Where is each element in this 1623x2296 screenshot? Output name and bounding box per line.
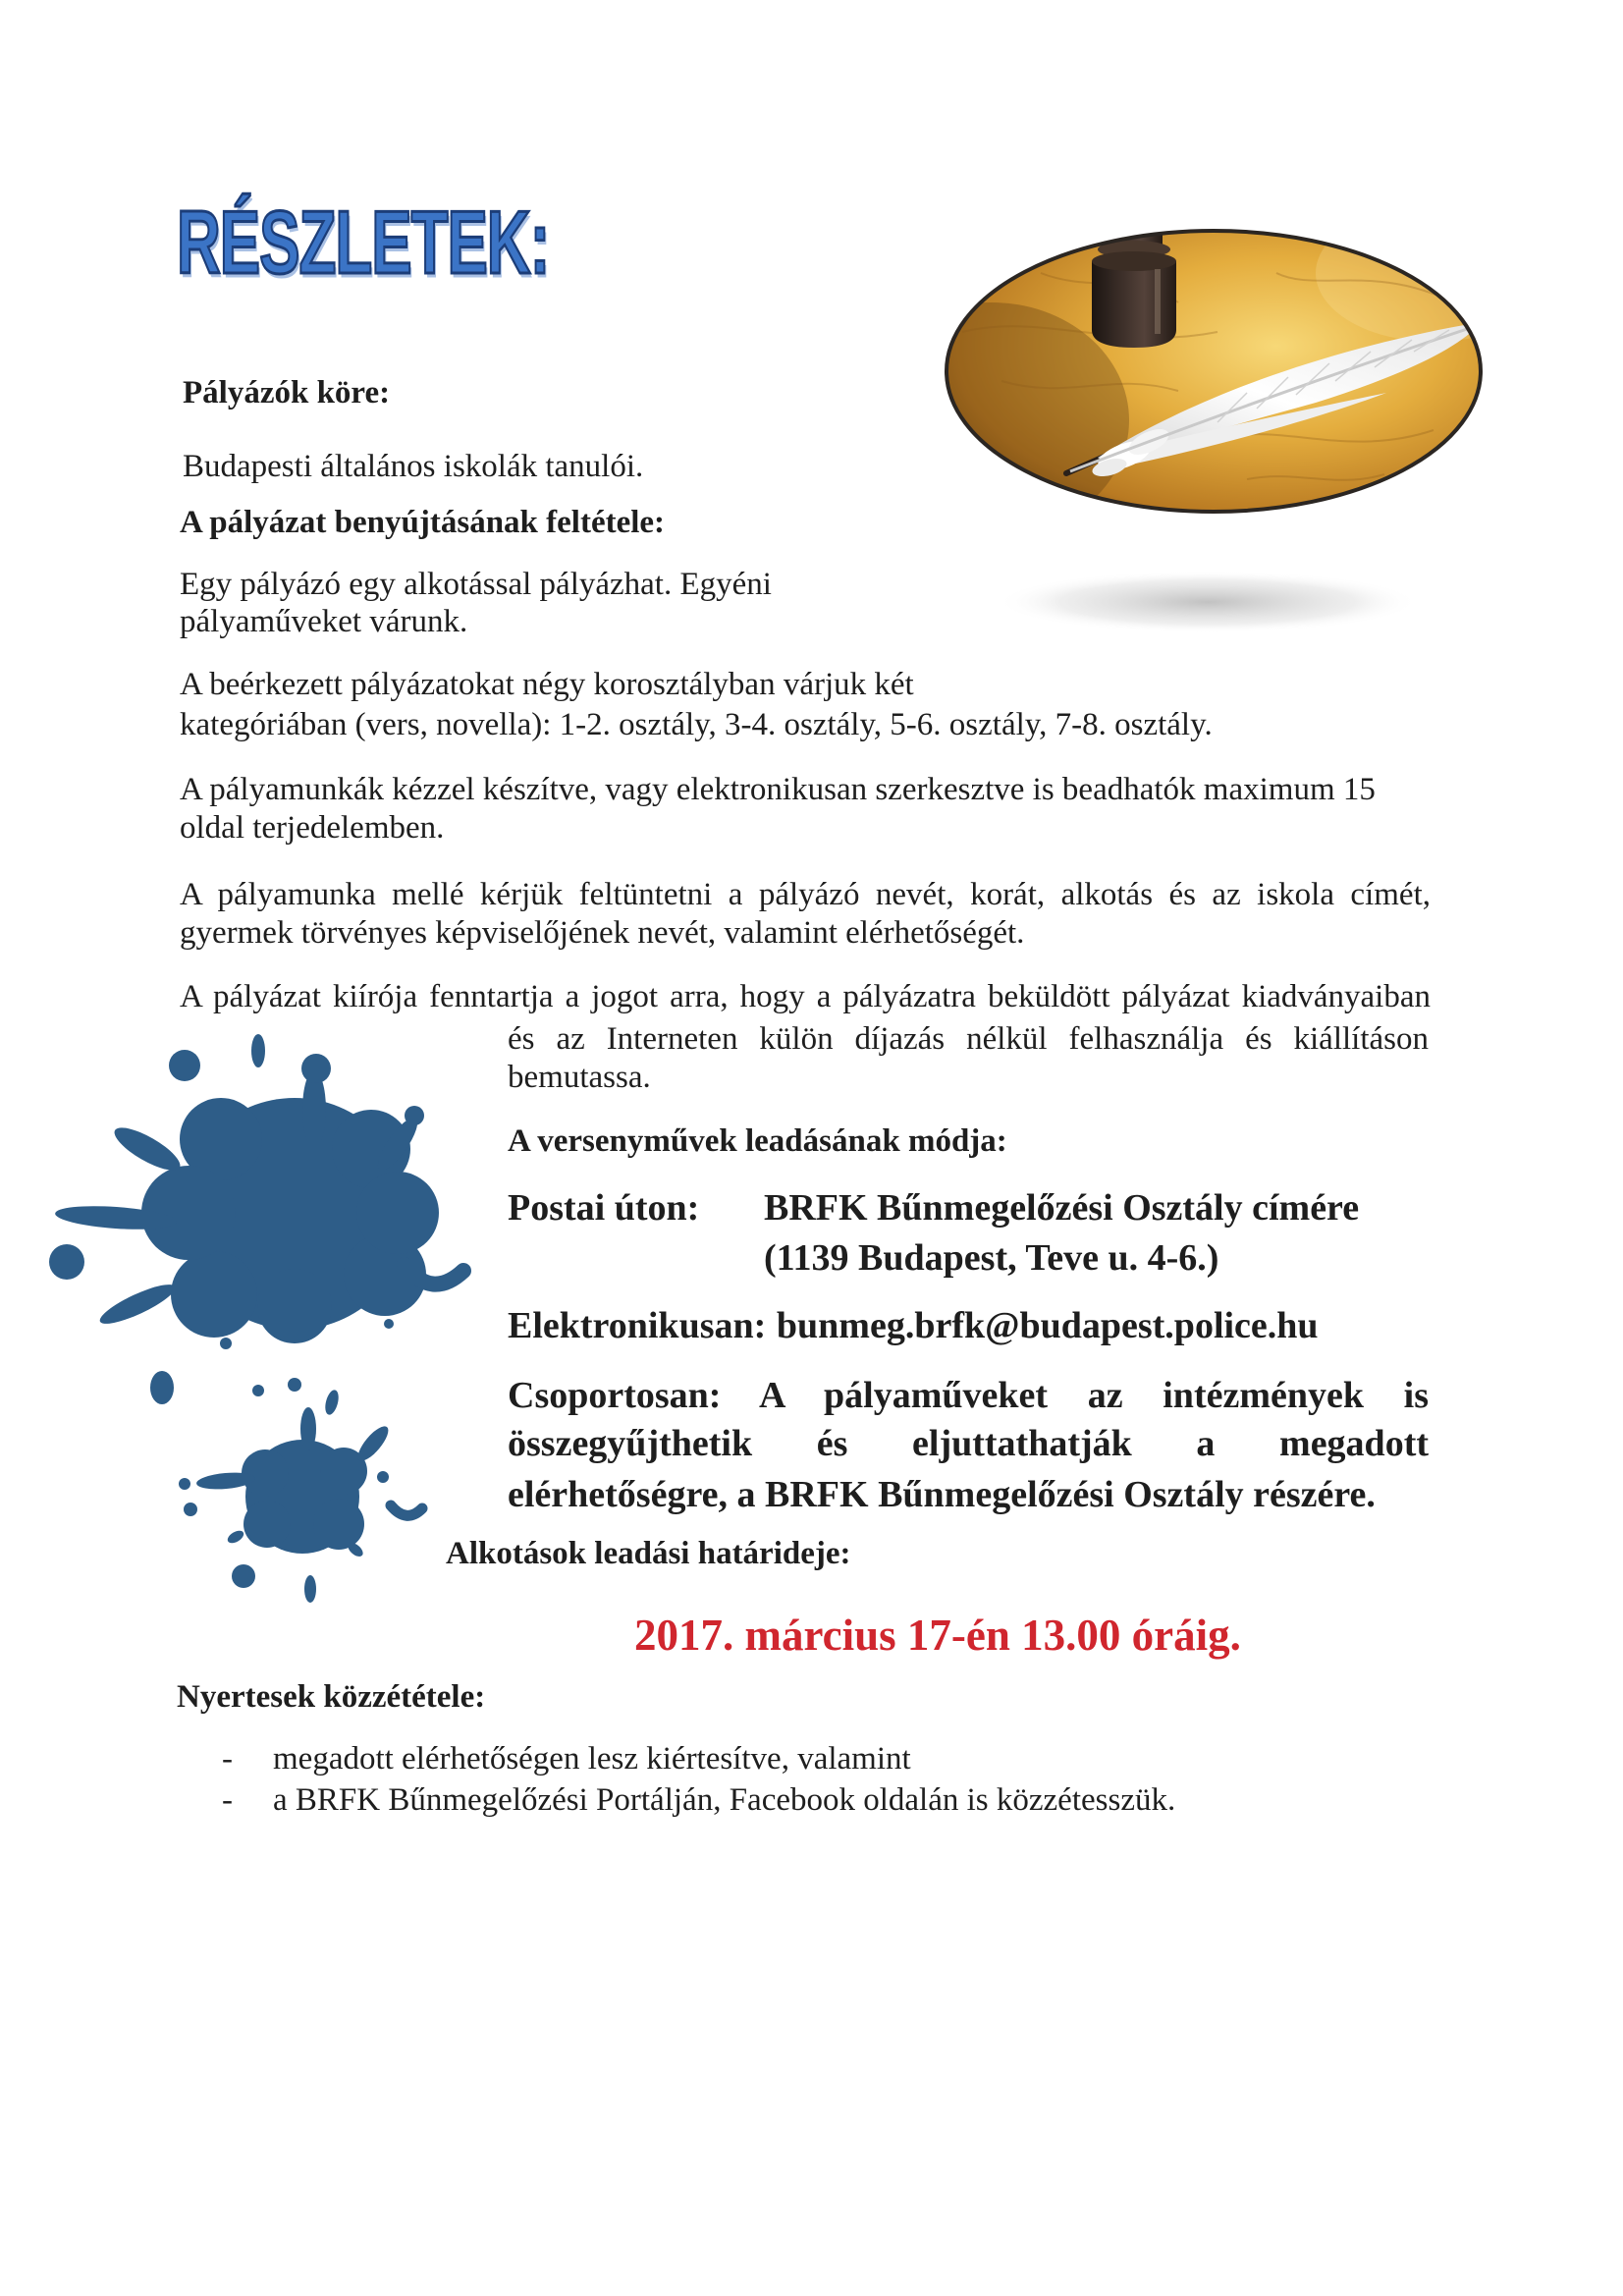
paragraph-line: Egy pályázó egy alkotással pályázhat. Egyéni (180, 567, 772, 602)
postal-label: Postai úton: (508, 1187, 700, 1229)
paragraph-line: A pályamunkák kézzel készítve, vagy elektronikusan szerkesztve is beadhatók maximum 15 (180, 772, 1376, 807)
paragraph-line: bemutassa. (508, 1060, 651, 1095)
postal-address-line: BRFK Bűnmegelőzési Osztály címére (764, 1187, 1360, 1229)
page-title: RÉSZLETEK: (177, 193, 550, 294)
paragraph-line: A beérkezett pályázatokat négy korosztályban várjuk két (180, 667, 914, 702)
list-item: a BRFK Bűnmegelőzési Portálján, Facebook oldalán is közzétesszük. (273, 1782, 1176, 1818)
electronic-submission (508, 1304, 1319, 1347)
group-submission-line: Csoportosan: A pályaműveket az intézmények is (508, 1375, 1429, 1416)
postal-address-line: (1139 Budapest, Teve u. 4-6.) (764, 1237, 1219, 1279)
bullet-marker: - (222, 1741, 233, 1777)
group-submission-line: összegyűjthetik és eljuttathatják a megadott (508, 1423, 1429, 1464)
deadline-heading: Alkotások leadási határideje: (446, 1536, 851, 1571)
bullet-marker: - (222, 1782, 233, 1818)
oval-shadow (997, 571, 1419, 633)
paragraph-line: oldal terjedelemben. (180, 810, 445, 846)
paragraph-line: A pályázat kiírója fenntartja a jogot arra, hogy a pályázatra beküldött pályázat kiadványaiban (180, 979, 1431, 1014)
email-address: bunmeg.brfk@budapest.police.hu (776, 1305, 1319, 1346)
deadline-date: 2017. március 17-én 13.00 óráig. (634, 1611, 1241, 1660)
submission-heading: A versenyművek leadásának módja: (508, 1123, 1007, 1159)
electronic-label: Elektronikusan: (508, 1305, 767, 1346)
paragraph-line: pályaműveket várunk. (180, 604, 468, 639)
conditions-heading: A pályázat benyújtásának feltétele: (180, 505, 666, 540)
ink-splats-illustration (0, 1011, 511, 1620)
applicants-text: Budapesti általános iskolák tanulói. (183, 449, 644, 484)
ink-splat-small (179, 1378, 422, 1603)
paragraph-line: gyermek törvényes képviselőjének nevét, valamint elérhetőségét. (180, 915, 1025, 951)
quill-ink-illustration (923, 214, 1512, 656)
group-submission-line: elérhetőségre, a BRFK Bűnmegelőzési Osztály részére. (508, 1474, 1376, 1515)
ink-splat-large (49, 1034, 463, 1404)
list-item: megadott elérhetőségen lesz kiértesítve, valamint (273, 1741, 911, 1777)
paragraph-line: és az Interneten külön díjazás nélkül felhasználja és kiállításon (508, 1021, 1429, 1057)
paragraph-line: A pályamunka mellé kérjük feltüntetni a pályázó nevét, korát, alkotás és az iskola címét, (180, 877, 1431, 912)
paragraph-line: kategóriában (vers, novella): 1-2. osztály, 3-4. osztály, 5-6. osztály, 7-8. osztály. (180, 707, 1213, 742)
applicants-heading: Pályázók köre: (183, 375, 391, 410)
winners-heading: Nyertesek közzététele: (177, 1679, 486, 1715)
